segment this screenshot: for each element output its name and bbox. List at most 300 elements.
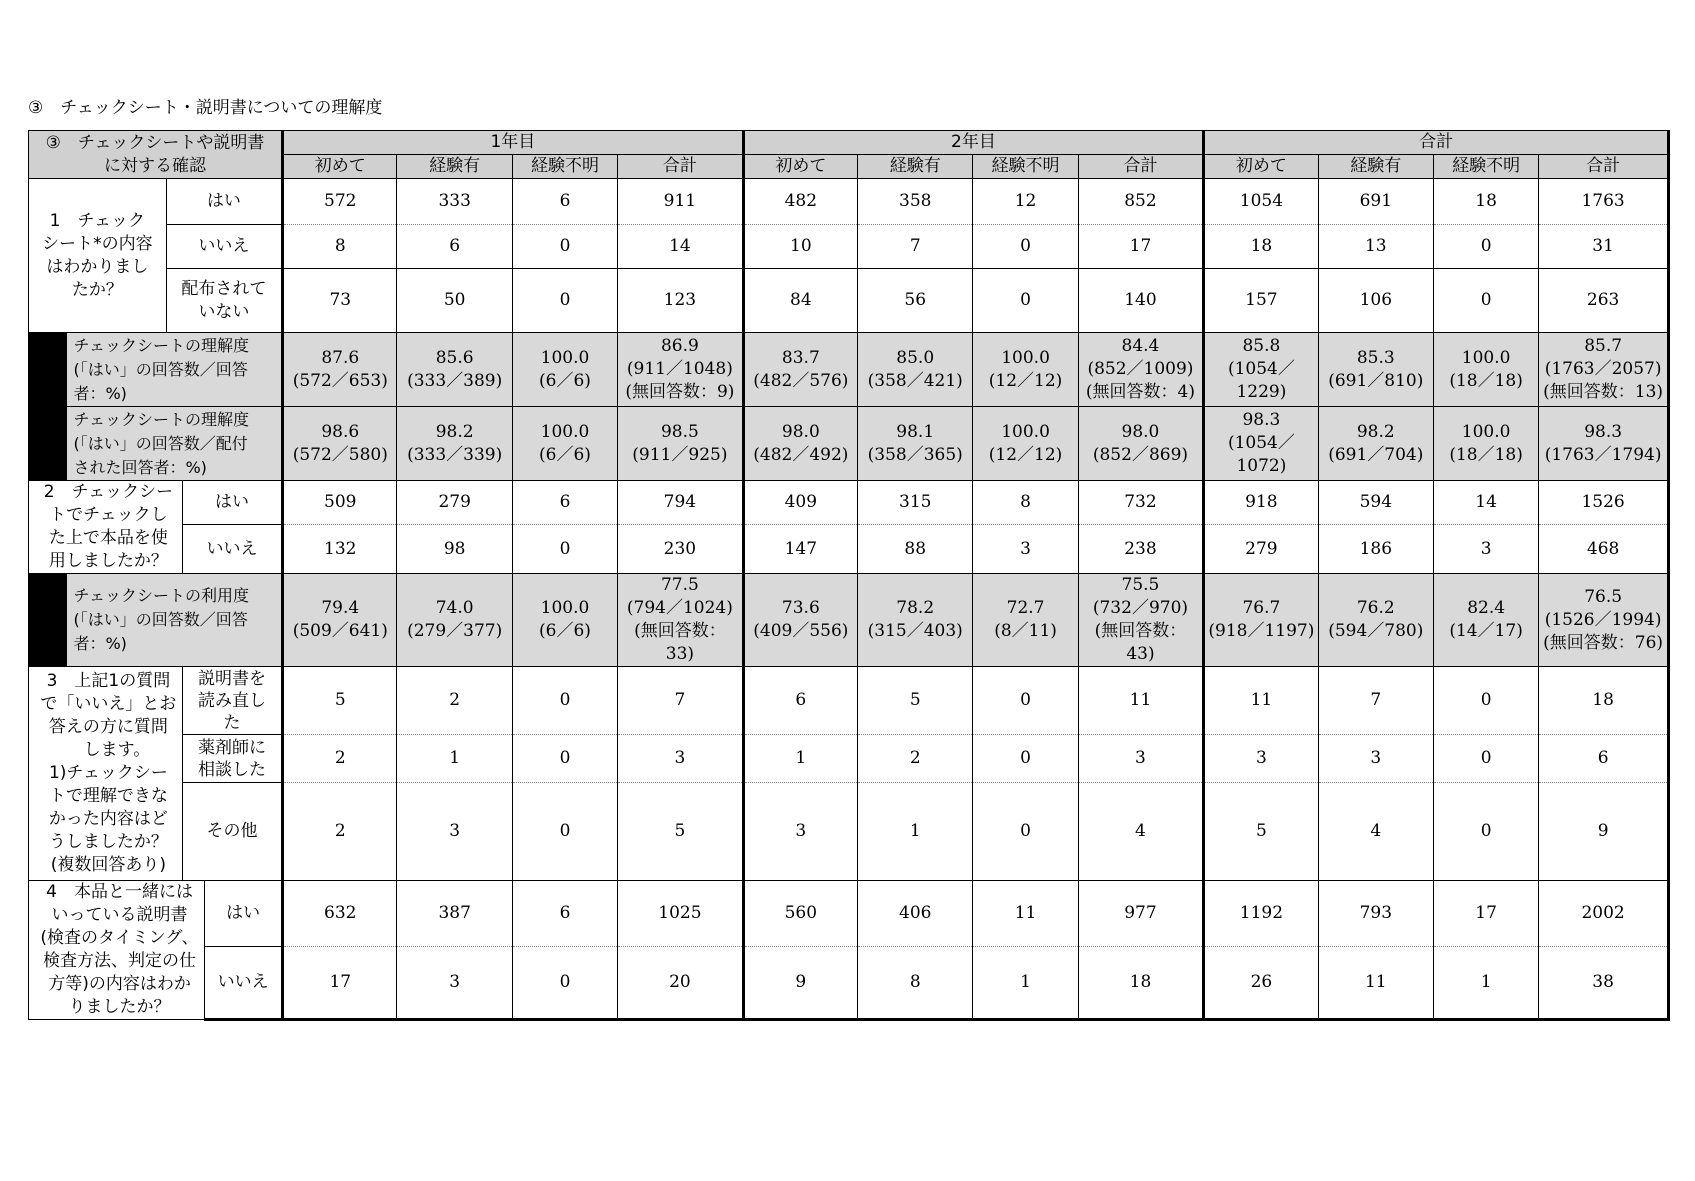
rate-cell (743, 574, 857, 667)
value-cell (1318, 481, 1433, 525)
cell-value: 691 (1359, 191, 1393, 211)
value-cell (1078, 783, 1204, 881)
cell-value: 0 (1020, 290, 1031, 310)
cell-value: 4 (1135, 821, 1146, 841)
cell-value: 0 (1480, 821, 1492, 841)
value-cell (512, 481, 617, 525)
cell-value: 8 (334, 236, 346, 256)
cell-value: 0 (559, 748, 571, 768)
value-cell (858, 783, 973, 881)
cell-value: 3 (449, 821, 461, 841)
rate-label (67, 574, 283, 667)
text-line: た (223, 712, 241, 733)
value-cell (858, 881, 973, 947)
value-cell (1539, 179, 1669, 225)
rate-cell (1539, 407, 1669, 481)
cell-value: 3 (795, 821, 807, 841)
value-cell (283, 481, 397, 525)
text-line: 100.0 (1461, 347, 1511, 368)
sub-header-label: 合計 (662, 156, 697, 176)
rate-cell (1318, 333, 1433, 407)
text-line: チェックシートの理解度 (73, 409, 249, 429)
value-cell (743, 735, 857, 783)
value-cell (512, 735, 617, 783)
cell-value: 2002 (1581, 903, 1625, 924)
value-cell (1204, 881, 1318, 947)
text-line: (無回答数：33) (634, 621, 726, 664)
value-cell (1539, 667, 1669, 735)
answer-label (182, 667, 282, 735)
text-line: いっている説明書 (51, 905, 188, 925)
cell-value: 98 (443, 538, 466, 559)
value-cell (973, 179, 1078, 225)
text-line: トでチェックし (49, 505, 168, 525)
text-line: その他 (206, 821, 258, 841)
text-line: 方等)の内容はわか (48, 974, 191, 994)
cell-value: 0 (1020, 821, 1031, 841)
value-cell (743, 783, 857, 881)
value-cell (397, 881, 512, 947)
cell-value: 0 (559, 972, 571, 993)
text-line: 3 上記1の質問 (46, 671, 171, 691)
value-cell (1318, 881, 1433, 947)
sub-header-label: 初めて (775, 156, 827, 176)
cell-value: 632 (324, 903, 357, 924)
text-line: 85.6 (435, 347, 474, 368)
sub-header-label: 合計 (1123, 156, 1158, 176)
text-line: 76.2 (1356, 598, 1395, 618)
cell-value: 0 (1020, 748, 1031, 768)
cell-value: 50 (443, 290, 466, 310)
text-line: (315／403) (867, 621, 963, 641)
value-cell (743, 179, 857, 225)
text-line: (732／970) (1092, 598, 1189, 618)
text-line: (1054／1229) (1227, 359, 1295, 402)
rate-cell (743, 333, 857, 407)
cell-value: 2 (909, 748, 921, 768)
text-line: 100.0 (1461, 421, 1511, 442)
value-cell (397, 225, 512, 269)
value-cell (743, 525, 857, 574)
text-line: 86.9 (660, 336, 699, 356)
value-cell (1433, 225, 1538, 269)
value-cell (512, 269, 617, 333)
text-line: 98.2 (1356, 421, 1395, 442)
cell-value: 6 (449, 236, 461, 256)
sub-header-label: 経験有 (429, 156, 481, 176)
text-line: (「はい」の回答数／回答 (73, 359, 248, 379)
value-cell (858, 667, 973, 735)
text-line: 83.7 (781, 347, 820, 368)
text-line: (14／17) (1449, 621, 1523, 641)
group-header-label: 2年目 (951, 132, 996, 152)
text-line: (18／18) (1449, 370, 1523, 391)
text-line: (594／780) (1328, 621, 1424, 641)
value-cell (973, 947, 1078, 1020)
value-cell (1204, 179, 1318, 225)
text-line: (1763／1794) (1544, 444, 1662, 465)
value-cell (973, 881, 1078, 947)
value-cell (1318, 225, 1433, 269)
sub-header (618, 155, 744, 179)
cell-value: 18 (1592, 690, 1614, 710)
value-cell (283, 881, 397, 947)
text-line: 者：%) (73, 383, 127, 403)
cell-value: 132 (324, 538, 357, 559)
cell-value: 18 (1475, 191, 1497, 211)
cell-value: 852 (1124, 191, 1157, 211)
sub-header (1433, 155, 1538, 179)
sub-header-label: 経験有 (889, 156, 941, 176)
cell-value: 0 (1480, 290, 1492, 310)
table-caption: ③ チェックシート・説明書についての理解度 (28, 98, 383, 118)
value-cell (743, 481, 857, 525)
question-2 (29, 481, 183, 574)
value-cell (1078, 947, 1204, 1020)
cell-value: 6 (1597, 748, 1609, 768)
value-cell (283, 225, 397, 269)
value-cell (397, 525, 512, 574)
value-cell (858, 735, 973, 783)
rate-cell (858, 574, 973, 667)
answer-text: いいえ (217, 972, 269, 993)
group-header (283, 131, 744, 155)
cell-value: 1192 (1239, 903, 1284, 924)
cell-value: 186 (1359, 538, 1393, 559)
rate-cell (1539, 574, 1669, 667)
text-line: 98.5 (660, 421, 699, 442)
text-line: (333／389) (407, 370, 503, 391)
header-corner (29, 131, 283, 179)
answer-label (182, 481, 282, 525)
cell-value: 8 (1020, 492, 1031, 513)
rate-cell (1204, 407, 1318, 481)
text-line: チェックシートの利用度 (73, 586, 249, 605)
cell-value: 0 (1020, 690, 1031, 710)
text-line: かった内容はど (48, 809, 168, 829)
value-cell (1433, 269, 1538, 333)
value-cell (618, 179, 744, 225)
text-line: (6／6) (539, 370, 591, 391)
rate-cell (1078, 333, 1204, 407)
text-line: 74.0 (435, 598, 474, 618)
text-line: (8／11) (994, 621, 1057, 641)
answer-label (166, 179, 282, 225)
text-line: 1 チェック (49, 210, 145, 231)
value-cell (743, 225, 857, 269)
text-line: 76.7 (1242, 598, 1281, 618)
answer-label (182, 783, 282, 881)
cell-value: 406 (899, 903, 932, 924)
text-line: (1526／1994) (1544, 609, 1662, 630)
value-cell (1318, 667, 1433, 735)
rate-label (67, 407, 283, 481)
value-cell (1433, 735, 1538, 783)
text-line: (「はい」の回答数／回答 (73, 610, 248, 629)
value-cell (397, 783, 512, 881)
rate-cell (1204, 574, 1318, 667)
text-line: (482／576) (753, 370, 849, 391)
cell-value: 0 (559, 821, 571, 841)
value-cell (858, 947, 973, 1020)
text-line: りましたか？ (68, 997, 171, 1017)
value-cell (618, 481, 744, 525)
cell-value: 3 (1480, 538, 1492, 559)
cell-value: 3 (1370, 748, 1382, 768)
text-line: 検査方法、判定の仕 (43, 951, 197, 971)
sub-header (743, 155, 857, 179)
value-cell (283, 735, 397, 783)
cell-value: 11 (1129, 690, 1152, 710)
sub-header-label: 経験不明 (1452, 156, 1521, 176)
text-line: 77.5 (660, 575, 699, 595)
answer-text: はい (214, 492, 249, 513)
cell-value: 387 (438, 903, 471, 924)
cell-value: 106 (1359, 290, 1393, 310)
value-cell (743, 269, 857, 333)
cell-value: 560 (784, 903, 818, 924)
value-cell (1204, 667, 1318, 735)
value-cell (618, 783, 744, 881)
cell-value: 5 (334, 690, 346, 710)
value-cell (512, 525, 617, 574)
text-line: (無回答数：43) (1094, 621, 1187, 664)
header-corner-line: ③ チェックシートや説明書 (45, 132, 265, 153)
rate-cell (1078, 574, 1204, 667)
text-line: 85.8 (1242, 336, 1281, 356)
value-cell (618, 667, 744, 735)
text-line: (509／641) (292, 621, 388, 641)
cell-value: 1 (449, 748, 461, 768)
value-cell (1204, 947, 1318, 1020)
cell-value: 1 (795, 748, 807, 768)
value-cell (1078, 881, 1204, 947)
value-cell (1539, 881, 1669, 947)
cell-value: 88 (904, 538, 927, 559)
text-line: 2 チェックシー (43, 482, 174, 502)
cell-value: 38 (1592, 972, 1614, 993)
text-line: (794／1024) (626, 598, 733, 618)
text-line: (358／421) (867, 370, 963, 391)
answer-text: いいえ (206, 538, 258, 559)
text-line: 75.5 (1121, 575, 1160, 595)
text-line: (852／869) (1092, 444, 1189, 465)
value-cell (618, 269, 744, 333)
text-line: 98.2 (435, 421, 474, 442)
rate-cell (1204, 333, 1318, 407)
value-cell (283, 179, 397, 225)
value-cell (397, 481, 512, 525)
cell-value: 0 (1020, 236, 1031, 256)
cell-value: 1054 (1239, 191, 1284, 211)
text-line: (6／6) (539, 444, 591, 465)
cell-value: 1526 (1581, 492, 1625, 513)
cell-value: 230 (663, 538, 697, 559)
text-line: (1763／2057) (1544, 359, 1662, 379)
text-line: された回答者：%) (73, 457, 207, 477)
value-cell (858, 481, 973, 525)
rate-cell (1433, 574, 1538, 667)
cell-value: 7 (909, 236, 921, 256)
value-cell (1318, 525, 1433, 574)
rate-cell (1078, 407, 1204, 481)
cell-value: 5 (909, 690, 921, 710)
text-line: トで理解できな (48, 786, 168, 806)
value-cell (973, 525, 1078, 574)
text-line: (911／1048) (626, 359, 733, 379)
text-line: 73.6 (781, 598, 820, 618)
text-line: 100.0 (540, 347, 590, 368)
cell-value: 3 (1020, 538, 1031, 559)
value-cell (397, 735, 512, 783)
cell-value: 263 (1586, 290, 1620, 310)
value-cell (397, 179, 512, 225)
sub-header (1318, 155, 1433, 179)
sub-header (1539, 155, 1669, 179)
sub-header (973, 155, 1078, 179)
cell-value: 911 (663, 191, 697, 211)
cell-value: 0 (1480, 236, 1492, 256)
text-line: 100.0 (1001, 347, 1050, 368)
answer-label (166, 225, 282, 269)
cell-value: 0 (559, 290, 571, 310)
cell-value: 31 (1592, 236, 1614, 256)
text-line: 98.3 (1584, 421, 1623, 442)
cell-value: 0 (559, 690, 571, 710)
text-line: 98.3 (1242, 410, 1281, 430)
text-line: (358／365) (867, 444, 963, 465)
cell-value: 11 (1364, 972, 1387, 993)
value-cell (1078, 525, 1204, 574)
value-cell (1433, 881, 1538, 947)
text-line: (918／1197) (1208, 621, 1315, 641)
value-cell (1433, 179, 1538, 225)
cell-value: 6 (795, 690, 807, 710)
text-line: します。 (66, 740, 151, 760)
sub-header (512, 155, 617, 179)
cell-value: 73 (329, 290, 352, 310)
text-line: (409／556) (753, 621, 849, 641)
text-line: (複数回答あり) (50, 855, 167, 875)
cell-value: 3 (1255, 748, 1267, 768)
rate-cell (618, 333, 744, 407)
text-line: た上で本品を使 (48, 528, 168, 548)
comprehension-table (28, 130, 1670, 1021)
question-4 (29, 881, 205, 1020)
value-cell (1204, 225, 1318, 269)
rate-cell (397, 574, 512, 667)
cell-value: 12 (1014, 191, 1037, 211)
value-cell (1078, 269, 1204, 333)
value-cell (512, 881, 617, 947)
text-line: (18／18) (1449, 444, 1523, 465)
group-header-label: 1年目 (490, 132, 536, 152)
value-cell (1433, 481, 1538, 525)
text-line: 相談した (197, 759, 266, 780)
text-line: (852／1009) (1087, 359, 1194, 379)
value-cell (1318, 179, 1433, 225)
rate-cell (1318, 407, 1433, 481)
cell-value: 6 (559, 903, 571, 924)
cell-value: 0 (1480, 748, 1492, 768)
cell-value: 8 (909, 972, 921, 993)
sub-header-label: 経験有 (1350, 156, 1402, 176)
cell-value: 315 (899, 492, 932, 513)
sub-header-label: 経験不明 (530, 156, 599, 176)
text-line: 1)チェックシー (48, 763, 168, 783)
text-line: 読み直し (197, 690, 266, 711)
sub-header (397, 155, 512, 179)
value-cell (743, 881, 857, 947)
rate-cell (858, 407, 973, 481)
cell-value: 140 (1124, 290, 1157, 310)
value-cell (512, 667, 617, 735)
cell-value: 238 (1124, 538, 1157, 559)
value-cell (1433, 947, 1538, 1020)
value-cell (1078, 225, 1204, 269)
rate-cell (397, 333, 512, 407)
rate-cell (1539, 333, 1669, 407)
text-line: (無回答数：13) (1543, 382, 1664, 402)
header-corner-line: に対する確認 (104, 155, 207, 176)
text-line: 98.1 (896, 421, 935, 442)
cell-value: 14 (669, 236, 691, 256)
cell-value: 5 (674, 821, 686, 841)
value-cell (1204, 783, 1318, 881)
cell-value: 3 (1135, 748, 1146, 768)
cell-value: 279 (1245, 538, 1278, 559)
rate-cell (512, 574, 617, 667)
sub-header-label: 初めて (314, 156, 366, 176)
value-cell (397, 947, 512, 1020)
cell-value: 17 (1475, 903, 1497, 924)
text-line: シート*の内容 (42, 233, 153, 254)
cell-value: 56 (904, 290, 927, 310)
value-cell (618, 225, 744, 269)
group-header (743, 131, 1204, 155)
rate-cell (858, 333, 973, 407)
text-line: 72.7 (1006, 598, 1045, 618)
text-line: チェックシートの理解度 (73, 335, 249, 355)
rate-cell (618, 407, 744, 481)
answer-label (182, 735, 282, 783)
text-line: (無回答数：4) (1085, 382, 1195, 402)
cell-value: 468 (1586, 538, 1620, 559)
cell-value: 9 (795, 972, 807, 993)
text-line: はい (206, 191, 241, 211)
rate-cell (1433, 333, 1538, 407)
question-3 (29, 667, 183, 881)
value-cell (1204, 269, 1318, 333)
text-line: 98.0 (781, 421, 820, 442)
cell-value: 147 (784, 538, 818, 559)
text-line: (12／12) (988, 444, 1063, 465)
value-cell (1539, 525, 1669, 574)
value-cell (743, 947, 857, 1020)
sub-header (283, 155, 397, 179)
text-line: (572／580) (292, 444, 388, 465)
cell-value: 1 (909, 821, 921, 841)
value-cell (1078, 667, 1204, 735)
value-cell (973, 225, 1078, 269)
value-cell (1204, 481, 1318, 525)
value-cell (973, 269, 1078, 333)
cell-value: 279 (438, 492, 471, 513)
text-line: 85.3 (1356, 347, 1395, 368)
value-cell (1318, 783, 1433, 881)
cell-value: 20 (669, 972, 691, 993)
rate-cell (618, 574, 744, 667)
